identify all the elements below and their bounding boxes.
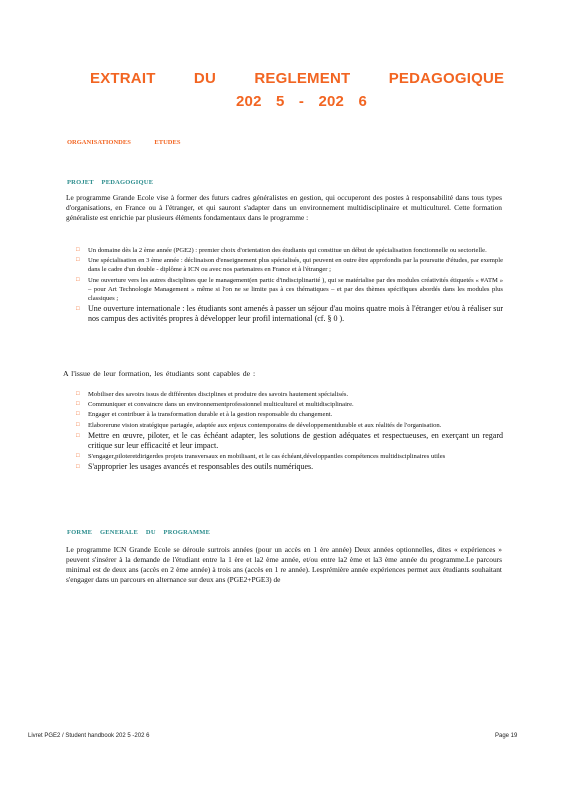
list-item: □ S'approprier les usages avancés et responsables des outils numériques. [76,462,314,472]
list-item: □ S'engager,piloteretdirigerdes projets transversaux en mobilisant, et le cas échéant,développantles compétences multidisciplinaires utiles [76,452,446,460]
footer-page-number: Page 19 [495,733,518,739]
list-item: □ Une ouverture internationale : les étudiants sont amenés à passer un séjour d'au moins quatre mois à l'étranger et/ou à réaliser sur nos campus des activités propres à développer leur profil international (cf. § 0 ). [76,304,503,324]
square-bullet-icon: □ [76,401,80,408]
square-bullet-icon: □ [76,452,80,459]
footer-handbook-label: Livret PGE2 / Student handbook 202 5 -202 6 [28,733,150,739]
projet-list [76,246,503,325]
square-bullet-icon: □ [76,306,80,313]
academic-year: 202 5 - 202 6 [236,93,368,110]
list-item: □ Mobiliser des savoirs issus de différentes disciplines et produire des savoirs hautement spécialisés. [76,391,349,398]
list-item: □ Une ouverture vers les autres disciplines que le management(en partic d'indisciplinarité ), qui se matérialise par des modules créativités étiquetés « #ATM » – pour Art Technologie Management » même si l'on ne se limite pas à ces thématiques – et par des thèmes spécifiques abordés dans les modules plus classiques ; [76,276,503,303]
section-heading-organisation: ORGANISATIONDES ETUDES [67,139,181,146]
list-item: □ Elaborerune vision stratégique partagée, adaptée aux enjeux contemporains de développementdurable et aux réalités de l'organisation. [76,421,442,429]
square-bullet-icon: □ [76,276,80,283]
forme-paragraph: Le programme ICN Grande Ecole se déroule surtrois années (pour un accès en 1 ère année) Deux années optionnelles, dites « expériences » peuvent s'insérer à la demande de l'étudiant entre la 1 ère et la2 ème année, et/ou entre la2 ème et la3 ème année du programme.Le parcours minimal est de deux ans (accès en 2 ème année) à trois ans (accès en 1 re année). Lesprémière année expériences permet aux étudiants souhaitant s'engager dans un parcours en alternance sur deux ans (PGE2+PGE3) de [66,545,502,584]
section-heading-projet: PROJET PEDAGOGIQUE [67,179,154,186]
projet-intro-paragraph: Le programme Grande Ecole vise à former des futurs cadres généralistes en gestion, qui occuperont des postes à responsabilité dans tous types d'organisations, en France ou à l'étranger, et qui sauront s'adapter dans un environnement multidisciplinaire et multiculturel. Cette formation généraliste est enrichie par plusieurs éléments fondamentaux dans le programme : [66,193,502,222]
square-bullet-icon: □ [76,391,80,397]
document-title: EXTRAIT DU REGLEMENT PEDAGOGIQUE [90,70,505,87]
list-item: □ Engager et contribuer à la transformation durable et à la gestion responsable du changement. [76,411,333,419]
square-bullet-icon: □ [76,257,80,264]
capacites-list [76,390,503,473]
square-bullet-icon: □ [76,421,80,428]
list-item: □ Une spécialisation en 3 ème année : déclinaison d'enseignement plus spécialisés, qui peuvent en outre être approfondis par la poursuite d'études, par exemple dans le cadre d'un double - diplôme à ICN ou avec nos partenaires en France et à l'étranger ; [76,257,503,274]
square-bullet-icon: □ [76,432,80,439]
capacites-heading: A l'issue de leur formation, les étudiants sont capables de : [63,369,256,378]
square-bullet-icon: □ [76,411,80,418]
list-item: □ Un domaine dès la 2 ème année (PGE2) : premier choix d'orientation des étudiants qui constitue un début de spécialisation fonctionnelle ou sectorielle. [76,247,487,254]
section-heading-forme: FORME GENERALE DU PROGRAMME [67,529,211,536]
list-item: □ Mettre en œuvre, piloter, et le cas échéant adapter, les solutions de gestion adéquates et respectueuses, en exerçant un regard critique sur leur efficacité et leur impact. [76,430,503,450]
list-item: □ Communiquer et convaincre dans un environnementprofessionnel multiculturel et multidisciplinaire. [76,401,354,409]
square-bullet-icon: □ [76,247,80,253]
square-bullet-icon: □ [76,464,80,471]
